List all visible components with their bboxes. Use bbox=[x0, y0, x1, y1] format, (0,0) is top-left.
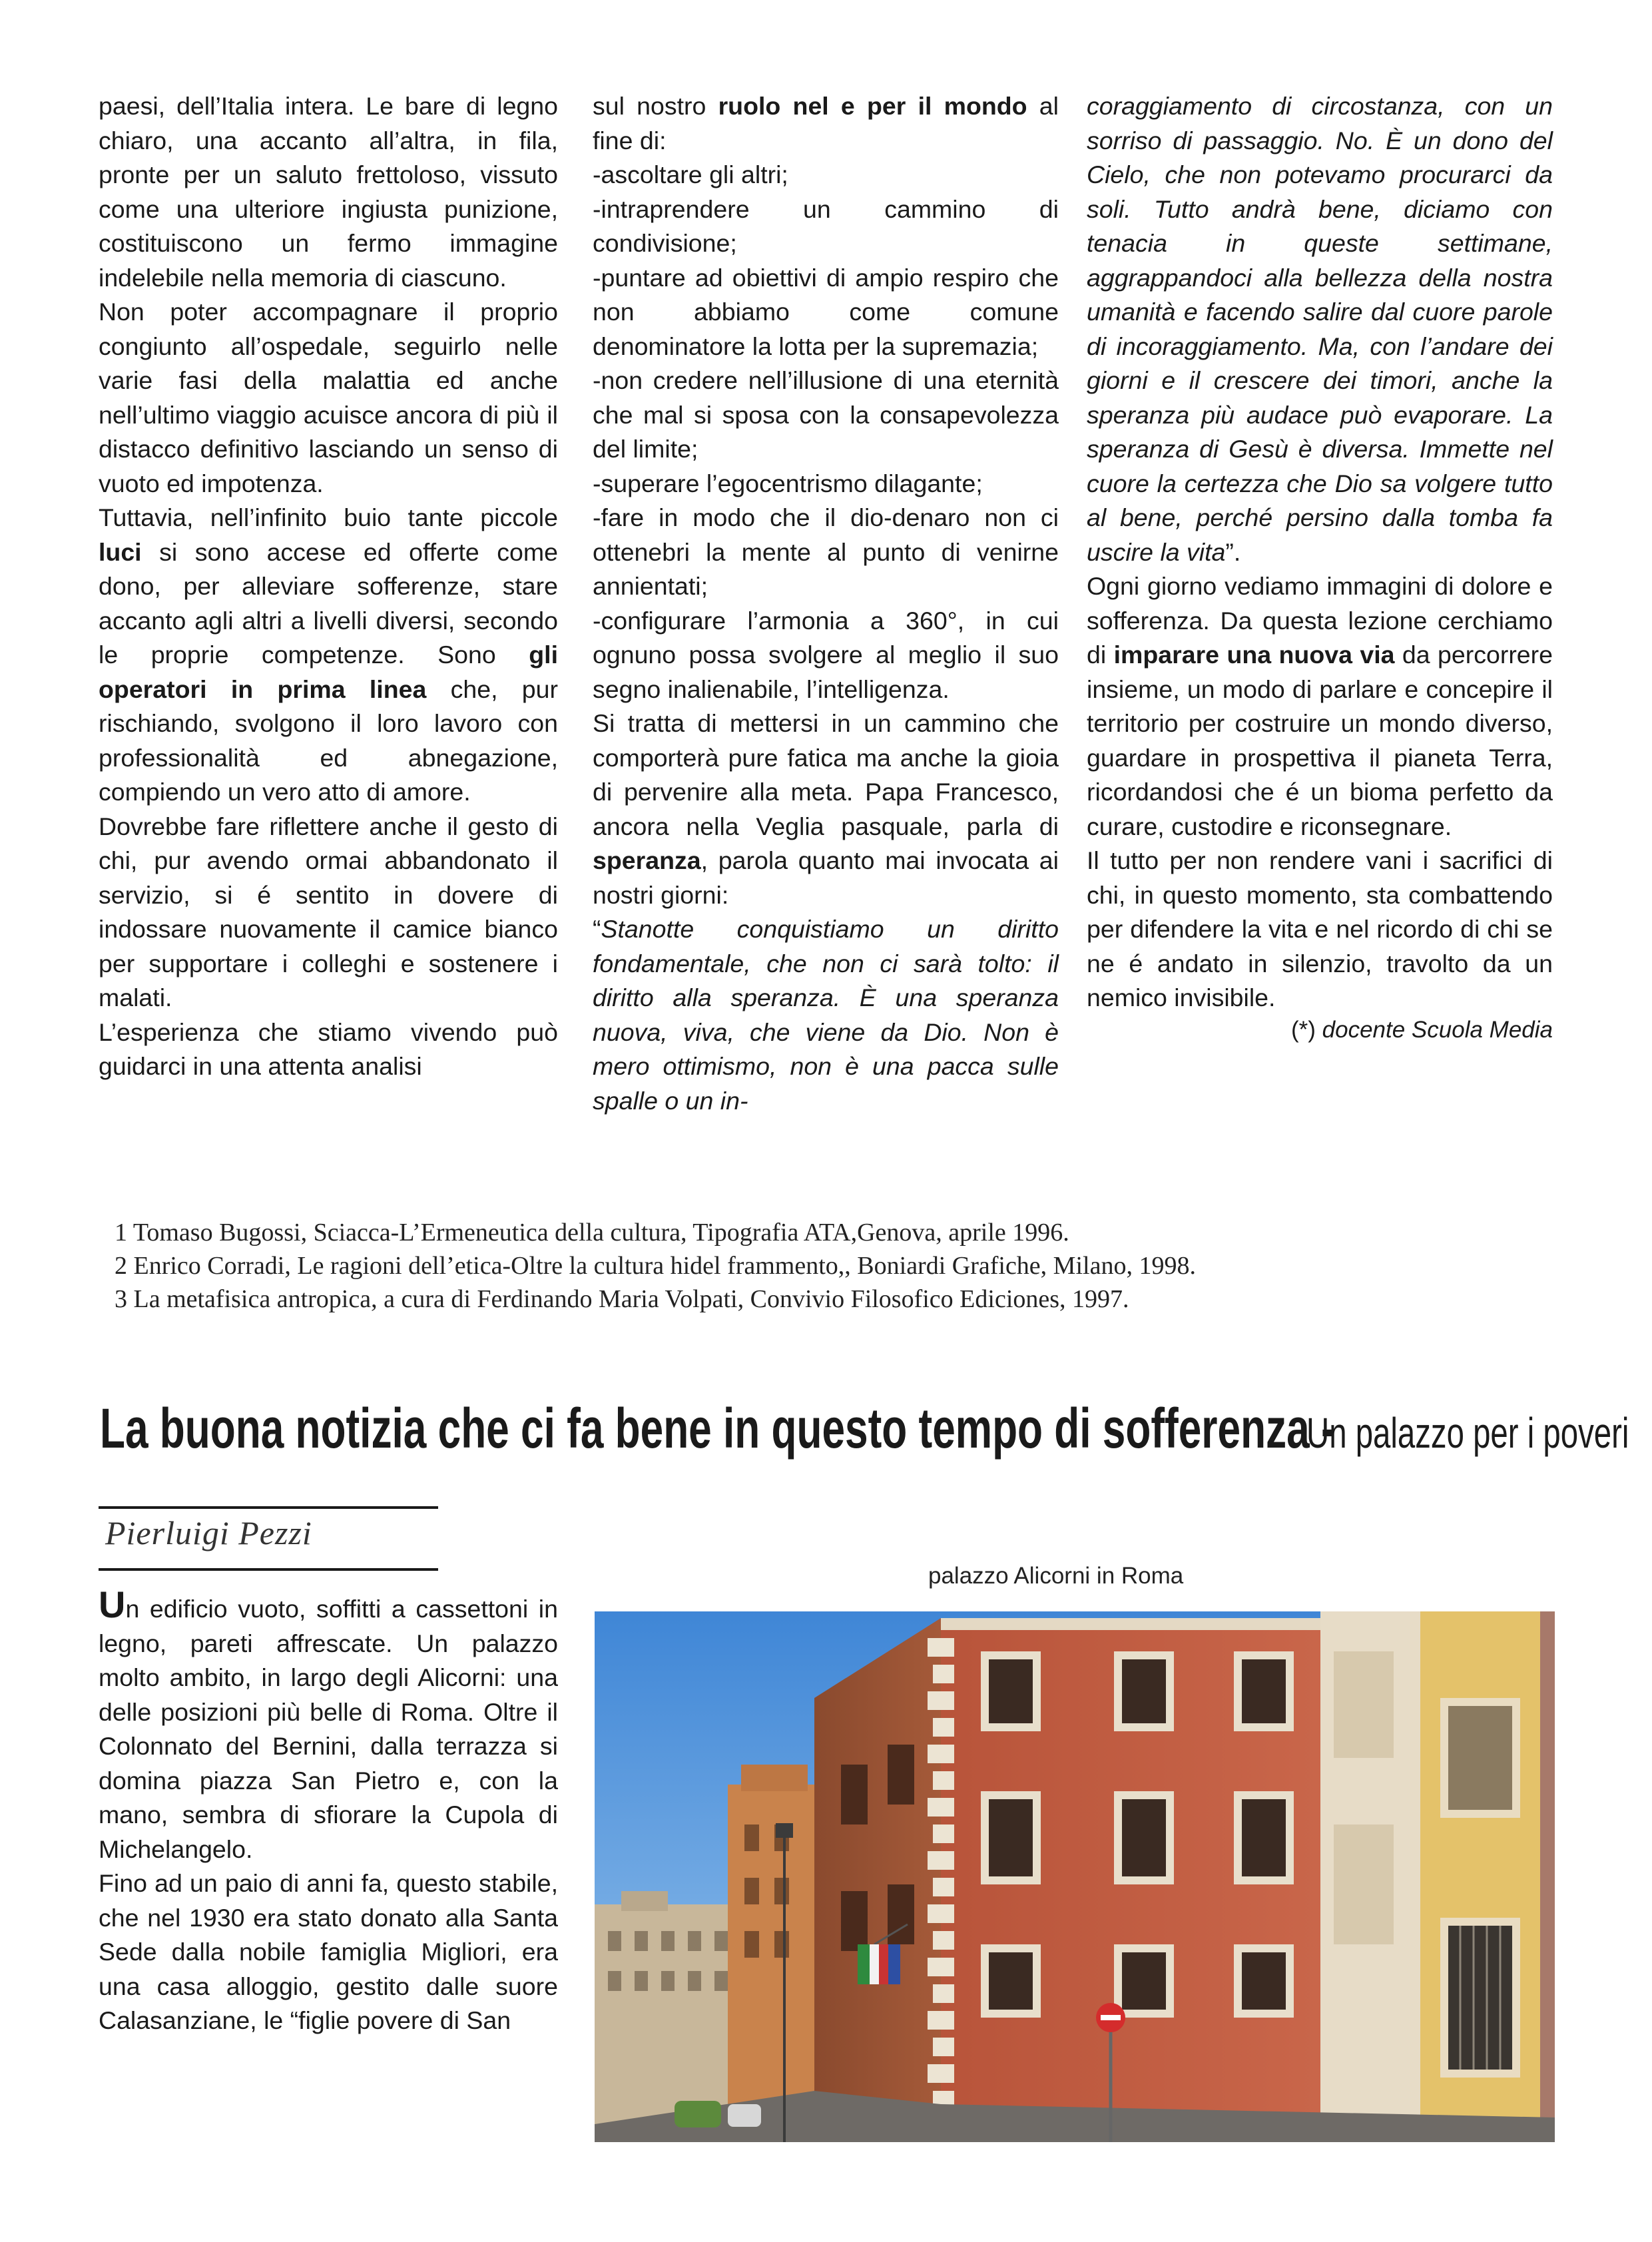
footnote: 1 Tomaso Bugossi, Sciacca-L’Ermeneutica della cultura, Tipografia ATA,Genova, aprile 1996. bbox=[115, 1219, 1069, 1247]
article-2-body bbox=[99, 1583, 558, 2038]
text-run: Si tratta di mettersi in un cammino che comporterà pure fatica ma anche la gioia di pervenire alla meta. Papa Francesco, ancora nella Veglia pasquale, parla di bbox=[593, 709, 1059, 840]
bold-text: speranza bbox=[593, 846, 701, 874]
paragraph bbox=[1087, 569, 1553, 844]
paragraph: paesi, dell’Italia intera. Le bare di legno chiaro, una accanto all’altra, in fila, pronte per un saluto frettoloso, vissuto come una ulteriore ingiusta punizione, costituiscono un fermo immagine indelebile nella memoria di ciascuno. bbox=[99, 92, 558, 292]
palazzo-photo bbox=[595, 1611, 1555, 2142]
drop-cap: U bbox=[99, 1583, 126, 1625]
article-column-3 bbox=[1087, 89, 1553, 1047]
list-item: -non credere nell’illusione di una eternità che mal si sposa con la consapevolezza del limite; bbox=[593, 366, 1059, 463]
article-column-2 bbox=[593, 89, 1059, 1118]
text-run: sul nostro bbox=[593, 92, 718, 120]
author-rule-top bbox=[99, 1506, 438, 1509]
text-run: , parola quanto mai invocata ai nostri giorni: bbox=[593, 846, 1059, 909]
quote-text: Stanotte conquistiamo un diritto fondamentale, che non ci sarà tolto: il diritto alla speranza. È una speranza nuova, viva, che viene da Dio. Non è mero ottimismo, non è una pacca sulle spalle o un in- bbox=[593, 915, 1059, 1115]
text-run: che, pur rischiando, svolgono il loro lavoro con professionalità ed abnegazione, compiendo un vero atto di amore. bbox=[99, 675, 559, 806]
list-item: -configurare l’armonia a 360°, in cui ognuno possa svolgere al meglio il suo segno inalienabile, l’intelligenza. bbox=[593, 606, 1059, 703]
paragraph: Dovrebbe fare riflettere anche il gesto di chi, pur avendo ormai abbandonato il servizio, si é sentito in dovere di indossare nuovamente il camice bianco per supportare i colleghi e sostenere i malati. bbox=[99, 812, 558, 1011]
text-run: si sono accese ed offerte come dono, per alleviare sofferenze, stare accanto agli altri a livelli diversi, secondo le proprie competenze. Sono bbox=[99, 537, 558, 669]
article-headline bbox=[100, 1395, 1629, 1468]
paragraph bbox=[99, 501, 558, 810]
bold-text: luci bbox=[99, 537, 142, 566]
paragraph bbox=[593, 89, 1059, 158]
text-run: n edificio vuoto, soffitti a cassettoni in legno, pareti affrescate. Un palazzo molto ambito, in largo degli Alicorni: una delle posizioni più belle di Roma. Oltre il Colonnato del Bernini, dalla terrazza si domina piazza San Pietro e, con la mano, sembra di sfiorare la Cupola di Michelangelo. bbox=[99, 1595, 558, 1863]
quote-mark: “ bbox=[593, 915, 601, 943]
quote bbox=[1087, 89, 1553, 569]
list-item: -puntare ad obiettivi di ampio respiro che non abbiamo come comune denominatore la lotta per la supremazia; bbox=[593, 263, 1059, 360]
paragraph: Il tutto per non rendere vani i sacrifici di chi, in questo momento, sta combattendo per difendere la vita e nel ricordo di chi se ne é andato in silenzio, travolto da un nemico invisibile. bbox=[1087, 846, 1553, 1011]
author-role: docente Scuola Media bbox=[1315, 1016, 1553, 1043]
list-item: -fare in modo che il dio-denaro non ci ottenebri la mente al punto di venirne annientati; bbox=[593, 503, 1059, 600]
asterisk: (*) bbox=[1290, 1016, 1316, 1043]
text-run: Ogni giorno vediamo immagini di dolore e sofferenza. Da questa lezione cerchiamo di bbox=[1087, 572, 1553, 669]
article-column-1 bbox=[99, 89, 558, 1084]
quote bbox=[593, 912, 1059, 1118]
text-run: Tuttavia, nell’infinito buio tante piccole bbox=[99, 503, 558, 531]
text-run: da percorrere insieme, un modo di parlare e concepire il territorio per costruire un mondo diverso, guardare in prospettiva il pianeta Terra, ricordandosi che é un bioma perfetto da curare, custodire e riconsegnare. bbox=[1087, 641, 1553, 840]
list-item: -ascoltare gli altri; bbox=[593, 160, 788, 188]
bold-text: ruolo nel e per il mondo bbox=[718, 92, 1027, 120]
author-name: Pierluigi Pezzi bbox=[105, 1514, 312, 1551]
footnotes bbox=[115, 1216, 1546, 1316]
paragraph: Non poter accompagnare il proprio congiunto all’ospedale, seguirlo nelle varie fasi della malattia ed anche nell’ultimo viaggio acuisce ancora di più il distacco definitivo lasciando un senso di vuoto ed impotenza. bbox=[99, 298, 558, 497]
footnote: 3 La metafisica antropica, a cura di Ferdinando Maria Volpati, Convivio Filosofico Ediciones, 1997. bbox=[115, 1285, 1129, 1313]
bold-text: gli operatori in prima linea bbox=[99, 641, 558, 703]
text-run: al fine di: bbox=[593, 92, 1059, 154]
paragraph: L’esperienza che stiamo vivendo può guidarci in una attenta analisi bbox=[99, 1017, 558, 1080]
paragraph: Fino ad un paio di anni fa, questo stabile, che nel 1930 era stato donato alla Santa Sede dalla nobile famiglia Migliori, era una casa alloggio, gestito dalle suore Calasanziane, le “figlie povere di San bbox=[99, 1869, 558, 2034]
photo-caption: palazzo Alicorni in Roma bbox=[928, 1563, 1184, 1589]
bold-text: imparare una nuova via bbox=[1113, 641, 1395, 669]
list-item: -intraprendere un cammino di condivisione; bbox=[593, 194, 1059, 257]
author-note bbox=[1087, 1013, 1553, 1047]
quote-mark: ”. bbox=[1225, 537, 1241, 566]
headline-title: La buona notizia che ci fa bene in questo tempo di sofferenza - bbox=[100, 1397, 1335, 1460]
footnote: 2 Enrico Corradi, Le ragioni dell’etica-Oltre la cultura hidel frammento,, Boniardi Grafiche, Milano, 1998. bbox=[115, 1252, 1196, 1280]
author-rule-bottom bbox=[99, 1568, 438, 1571]
paragraph bbox=[593, 706, 1059, 912]
paragraph bbox=[99, 1583, 558, 1866]
quote-text: coraggiamento di circostanza, con un sorriso di passaggio. No. È un dono del Cielo, che non potevamo procurarci da soli. Tutto andrà bene, diciamo con tenacia in queste settimane, aggrappandoci alla bellezza della nostra umanità e facendo salire dal cuore parole di incoraggiamento. Ma, con l’andare dei giorni e il crescere dei timori, anche la speranza più audace può evaporare. La speranza di Gesù è diversa. Immette nel cuore la certezza che Dio sa volgere tutto al bene, perché persino dalla tomba fa uscire la vita bbox=[1087, 92, 1553, 566]
headline-subtitle: Un palazzo per i poveri bbox=[1306, 1409, 1629, 1457]
list-item: -superare l’egocentrismo dilagante; bbox=[593, 469, 983, 497]
